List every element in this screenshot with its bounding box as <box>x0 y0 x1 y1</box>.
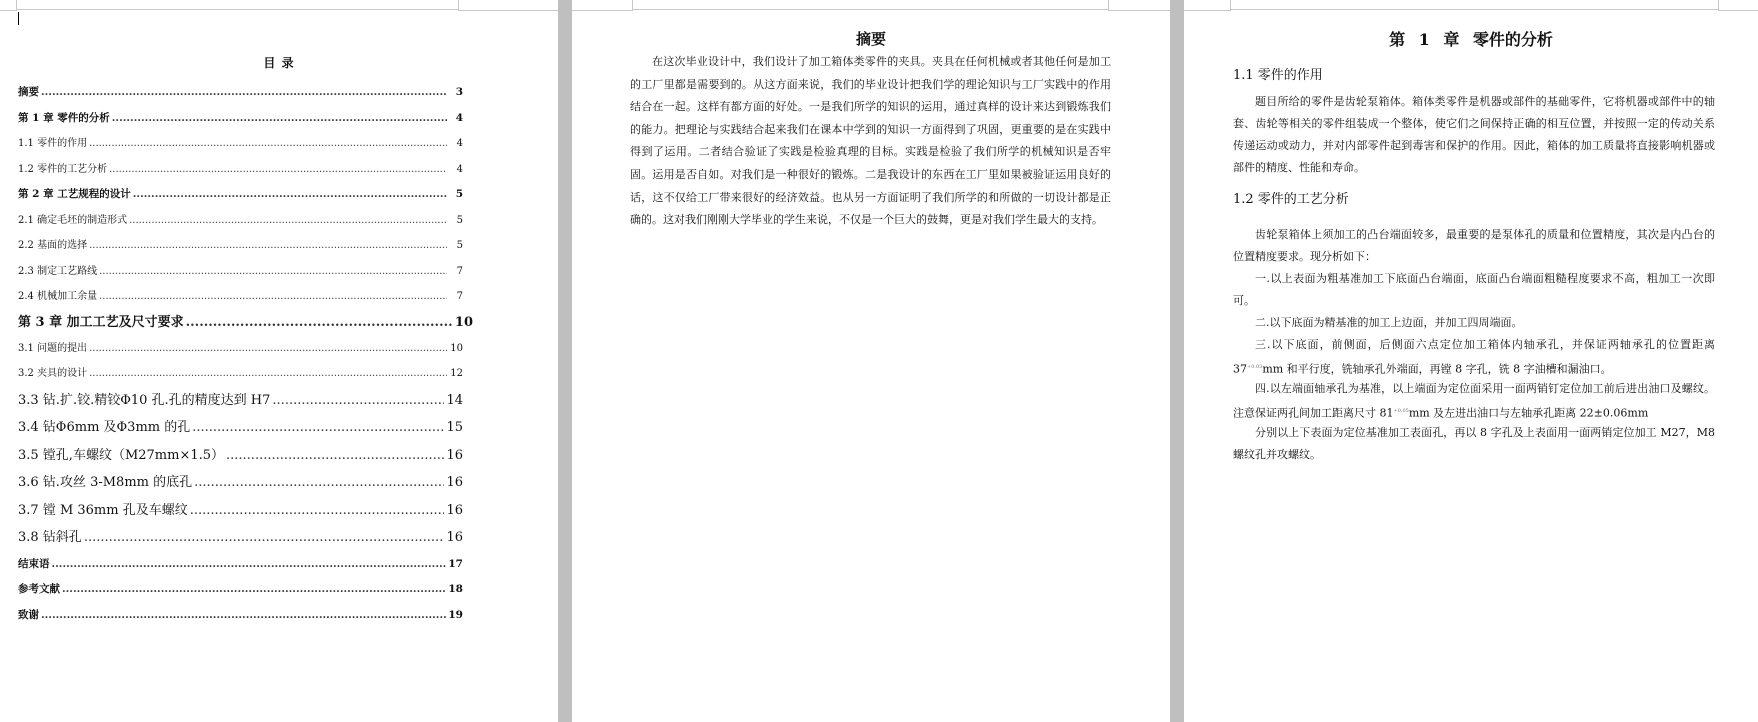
toc-leader-dots <box>192 414 444 442</box>
toc-entry[interactable] <box>18 497 473 525</box>
toc-page-number: 18 <box>448 583 463 595</box>
toc-page-number: 14 <box>446 392 463 408</box>
toc-page-number: 4 <box>455 111 463 124</box>
paragraph-datum-summary: 分别以上下表面为定位基准加工表面孔，再以 8 字孔及上表面用一面两销定位加工 M27，M8 螺纹孔并攻螺纹。 <box>1233 426 1715 461</box>
toc-entry-text: 2.2 基面的选择 <box>18 240 88 251</box>
chapter-title: 第 1 章 零件的分析 <box>1389 30 1553 49</box>
toc-title: 目 录 <box>263 56 295 70</box>
toc-entry-text: 参考文献 <box>18 583 60 595</box>
margin-corner-mark <box>572 0 633 11</box>
toc-leader-dots <box>62 577 446 603</box>
toc-entry-text: 摘要 <box>18 86 39 98</box>
text-cursor <box>18 12 19 25</box>
toc-leader-dots <box>112 106 447 132</box>
step-3-text-cont: mm 和平行度，铣轴承孔外端面，再镗 8 字孔，铣 8 字油槽和漏油口。 <box>1262 362 1612 376</box>
toc-entry[interactable] <box>18 182 473 208</box>
toc-entry-text: 第 2 章 工艺规程的设计 <box>18 188 131 200</box>
toc-page-number: 19 <box>448 608 463 621</box>
toc-entry-text: 3.6 钻.攻丝 3-M8mm 的底孔 <box>18 475 193 490</box>
toc-page-number: 12 <box>450 368 463 379</box>
margin-corner-mark <box>1184 0 1231 11</box>
toc-leader-dots <box>89 361 447 387</box>
toc-leader-dots <box>41 603 446 629</box>
step-4-text: 四.以左端面轴承孔为基准，以上端面为定位面采用一面两销钉定位加工前后进出油口及螺纹。注意保证两孔间加工距离尺寸 81 <box>1233 382 1715 420</box>
toc-entry-text: 结束语 <box>18 557 50 570</box>
section-heading-1-2: 1.2 零件的工艺分析 <box>1233 192 1349 207</box>
toc-entry-text: 1.2 零件的工艺分析 <box>18 163 108 175</box>
toc-entry[interactable] <box>18 131 473 157</box>
toc-page-number: 16 <box>446 447 463 463</box>
toc-leader-dots <box>99 259 447 285</box>
toc-entry-text: 2.1 确定毛坯的制造形式 <box>18 214 128 226</box>
toc-entry[interactable] <box>18 259 473 285</box>
toc-entry-text: 1.1 零件的作用 <box>18 138 88 149</box>
toc-page-number: 4 <box>456 163 463 175</box>
toc-leader-dots <box>89 336 447 362</box>
toc-leader-dots <box>52 552 447 578</box>
toc-entry-text: 3.3 钻.扩.铰.精铰Φ10 孔.孔的精度达到 H7 <box>18 392 271 408</box>
toc-page-number: 16 <box>446 502 463 518</box>
toc-entry[interactable] <box>18 387 473 415</box>
margin-corner-mark <box>458 0 558 11</box>
toc-entry[interactable] <box>18 208 473 234</box>
document-page-toc <box>0 0 558 722</box>
toc-list <box>18 80 473 628</box>
toc-leader-dots <box>109 157 447 183</box>
toc-entry[interactable] <box>18 157 473 183</box>
toc-entry[interactable] <box>18 552 473 578</box>
tolerance-superscript: +0.03 <box>1247 364 1263 370</box>
document-page-chapter1 <box>1184 0 1758 722</box>
toc-entry[interactable] <box>18 577 473 603</box>
toc-leader-dots <box>190 497 445 525</box>
paragraph-step-1: 一.以上表面为粗基准加工下底面凸台端面，底面凸台端面粗糙程度要求不高，粗加工一次即可。 <box>1233 272 1715 307</box>
toc-page-number: 17 <box>448 557 463 570</box>
toc-page-number: 10 <box>450 342 463 354</box>
toc-leader-dots <box>99 284 447 310</box>
toc-entry-text: 2.3 制定工艺路线 <box>18 265 98 277</box>
toc-entry[interactable] <box>18 442 473 470</box>
abstract-body: 在这次毕业设计中，我们设计了加工箱体类零件的夹具。夹具在任何机械或者其他任何是加工的工厂里都是需要到的。从这方面来说，我们的毕业设计把我们学的理论知识与工厂实践中的作用结合在一起。这样有都方面的好处。一是我们所学的知识的运用，通过真样的设计来达到锻炼我们的能力。把理论与实践结合起来我们在课本中学到的知识一方面得到了巩固，更重要的是在实践中得到了运用。二者结合验证了实践是检验真理的目标。实践是检验了我们所学的机械知识是否牢固。运用是否自如。对我们是一种很好的锻炼。二是我设计的东西在工厂里如果被验证运用良好的话，这不仅给工厂带来很好的经济效益。也从另一方面证明了我们所学的和所做的一切设计都是正确的。这对我们刚刚大学毕业的学生来说，不仅是一个巨大的鼓舞，更是对我们学生最大的支持。 <box>630 55 1111 227</box>
toc-page-number: 5 <box>456 240 463 251</box>
margin-corner-mark <box>1718 0 1758 11</box>
toc-leader-dots <box>133 182 447 208</box>
section-heading-1-1: 1.1 零件的作用 <box>1233 68 1323 83</box>
toc-entry-text: 3.7 镗 M 36mm 孔及车螺纹 <box>18 502 188 518</box>
toc-entry-text: 第 1 章 零件的分析 <box>18 111 110 124</box>
toc-page-number: 3 <box>455 86 463 98</box>
toc-leader-dots <box>226 442 444 470</box>
toc-page-number: 16 <box>446 530 463 545</box>
toc-leader-dots <box>89 233 447 259</box>
toc-entry-text: 3.1 问题的提出 <box>18 342 88 354</box>
toc-entry[interactable] <box>18 603 473 629</box>
toc-entry[interactable] <box>18 361 473 387</box>
toc-page-number: 10 <box>454 314 473 330</box>
toc-entry-text: 3.8 钻斜孔 <box>18 530 82 545</box>
toc-page-number: 5 <box>455 188 463 200</box>
toc-entry[interactable] <box>18 80 473 106</box>
toc-entry[interactable] <box>18 233 473 259</box>
step-4-text-cont: mm 及左进出油口与左轴承孔距离 22±0.06mm <box>1408 406 1649 420</box>
toc-leader-dots <box>194 469 444 497</box>
paragraph-part-function: 题目所给的零件是齿轮泵箱体。箱体类零件是机器或部件的基础零件，它将机器或部件中的轴套、齿轮等相关的零件组装成一个整体，使它们之间保持正确的相互位置，并按照一定的传动关系传递运动或动力，并对内部零件起到毒害和保护的作用。因此，箱体的加工质量将直接影响机器或部件的精度、性能和寿命。 <box>1233 95 1715 174</box>
toc-entry-text: 3.2 夹具的设计 <box>18 368 88 379</box>
toc-entry[interactable] <box>18 284 473 310</box>
toc-entry-text: 3.4 钻Φ6mm 及Φ3mm 的孔 <box>18 420 191 435</box>
paragraph-step-2: 二.以下底面为精基准的加工上边面，并加工四周端面。 <box>1255 316 1523 329</box>
toc-leader-dots <box>186 310 453 336</box>
toc-entry-text: 3.5 镗孔,车螺纹（M27mm×1.5） <box>18 447 225 463</box>
margin-corner-mark <box>0 0 17 11</box>
toc-leader-dots <box>89 131 447 157</box>
paragraph-step-4 <box>1233 378 1715 425</box>
toc-entry-text: 第 3 章 加工工艺及尺寸要求 <box>18 314 184 330</box>
toc-page-number: 7 <box>456 265 463 277</box>
abstract-title: 摘要 <box>855 30 886 48</box>
tolerance-superscript: +0.05 <box>1393 408 1409 414</box>
toc-leader-dots <box>41 80 447 106</box>
toc-page-number: 5 <box>456 214 463 226</box>
toc-entry[interactable] <box>18 524 473 552</box>
toc-entry[interactable] <box>18 106 473 132</box>
paragraph-step-3 <box>1233 334 1715 381</box>
top-margin-line <box>632 9 1108 10</box>
toc-entry-text: 致谢 <box>18 608 39 621</box>
step-3-text: 三.以下底面，前侧面，后侧面六点定位加工箱体内轴承孔，并保证两轴承孔的位置距离 37 <box>1233 338 1715 376</box>
margin-corner-mark <box>1108 0 1170 11</box>
toc-page-number: 16 <box>446 475 463 490</box>
toc-entry-text: 2.4 机械加工余量 <box>18 291 98 302</box>
toc-leader-dots <box>84 524 445 552</box>
toc-page-number: 7 <box>456 291 463 302</box>
toc-entry[interactable] <box>18 336 473 362</box>
toc-page-number: 4 <box>456 138 463 149</box>
toc-leader-dots <box>272 387 444 415</box>
paragraph-process-analysis: 齿轮泵箱体上须加工的凸台端面较多，最重要的是泵体孔的质量和位置精度，其次是内凸台的位置精度要求。现分析如下： <box>1233 228 1715 263</box>
top-margin-line <box>1230 9 1718 10</box>
toc-entry[interactable] <box>18 310 473 336</box>
toc-leader-dots <box>129 208 447 234</box>
document-page-abstract <box>572 0 1170 722</box>
toc-entry[interactable] <box>18 469 473 497</box>
toc-entry[interactable] <box>18 414 473 442</box>
toc-page-number: 15 <box>446 420 463 435</box>
top-margin-line <box>16 9 458 10</box>
